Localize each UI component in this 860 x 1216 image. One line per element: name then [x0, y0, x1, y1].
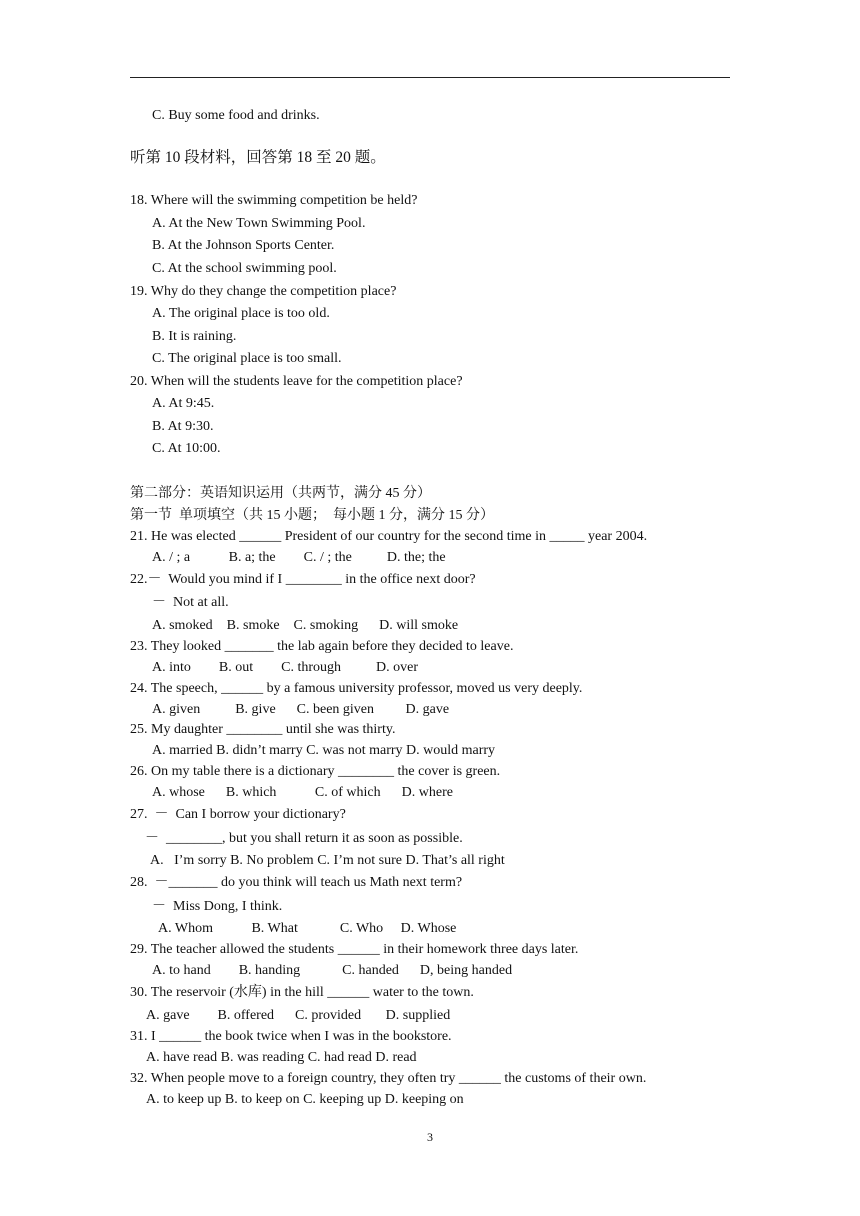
question-line: 27. － Can I borrow your dictionary?: [130, 807, 346, 822]
question-line: 22.－ Would you mind if I ________ in the office next door?: [130, 572, 476, 587]
question-line: 21. He was elected ______ President of our country for the second time in _____ year 2004.: [130, 529, 648, 544]
page-number: 3: [427, 1130, 433, 1144]
question-line: 25. My daughter ________ until she was thirty.: [130, 722, 396, 737]
option-line: A. The original place is too old.: [152, 306, 330, 321]
part-heading: 第二部分：英语知识运用（共两节，满分 45 分）: [130, 486, 431, 501]
option-line: B. At 9:30.: [152, 419, 214, 434]
option-line: B. It is raining.: [152, 329, 237, 344]
question-line: 28. －_______ do you think will teach us Math next term?: [130, 875, 463, 890]
option-line: A. have read B. was reading C. had read D. read: [146, 1050, 417, 1065]
option-line: A. married B. didn’t marry C. was not marry D. would marry: [152, 743, 496, 758]
question-line: 18. Where will the swimming competition be held?: [130, 193, 418, 208]
option-line: A. Whom B. What C. Who D. Whose: [158, 921, 457, 936]
option-line: A. gave B. offered C. provided D. supplied: [146, 1008, 451, 1023]
option-line: A. / ; a B. a; the C. / ; the D. the; the: [152, 550, 446, 565]
option-line: C. At the school swimming pool.: [152, 261, 337, 276]
option-line: C. Buy some food and drinks.: [152, 108, 320, 123]
option-line: A. whose B. which C. of which D. where: [152, 785, 453, 800]
option-line: A. into B. out C. through D. over: [152, 660, 418, 675]
option-line: A. to keep up B. to keep on C. keeping up D. keeping on: [146, 1092, 464, 1107]
option-line: B. At the Johnson Sports Center.: [152, 238, 335, 253]
question-line: 24. The speech, ______ by a famous university professor, moved us very deeply.: [130, 681, 583, 696]
option-line: A. At the New Town Swimming Pool.: [152, 216, 366, 231]
question-line: 20. When will the students leave for the competition place?: [130, 374, 463, 389]
header-rule: [130, 77, 730, 78]
question-line: 19. Why do they change the competition place?: [130, 284, 397, 299]
option-line: C. The original place is too small.: [152, 351, 342, 366]
option-line: A. smoked B. smoke C. smoking D. will smoke: [152, 618, 459, 633]
section-heading: 第一节 单项填空（共 15 小题； 每小题 1 分，满分 15 分）: [130, 508, 494, 523]
question-line: 30. The reservoir (水库) in the hill ______ water to the town.: [130, 985, 474, 1000]
question-line: 31. I ______ the book twice when I was in the bookstore.: [130, 1029, 452, 1044]
option-line: A. to hand B. handing C. handed D, being handed: [152, 963, 513, 978]
dialogue-line: － Miss Dong, I think.: [152, 899, 283, 914]
dialogue-line: － ________, but you shall return it as soon as possible.: [145, 831, 463, 846]
dialogue-line: － Not at all.: [152, 595, 229, 610]
option-line: C. At 10:00.: [152, 441, 221, 456]
option-line: A. At 9:45.: [152, 396, 215, 411]
question-line: 23. They looked _______ the lab again before they decided to leave.: [130, 639, 514, 654]
option-line: A. I’m sorry B. No problem C. I’m not sure D. That’s all right: [150, 853, 505, 868]
section-instruction: 听第 10 段材料，回答第 18 至 20 题。: [130, 149, 386, 166]
question-line: 32. When people move to a foreign country, they often try ______ the customs of their own.: [130, 1071, 647, 1086]
question-line: 26. On my table there is a dictionary ________ the cover is green.: [130, 764, 501, 779]
question-line: 29. The teacher allowed the students ______ in their homework three days later.: [130, 942, 579, 957]
option-line: A. given B. give C. been given D. gave: [152, 702, 450, 717]
